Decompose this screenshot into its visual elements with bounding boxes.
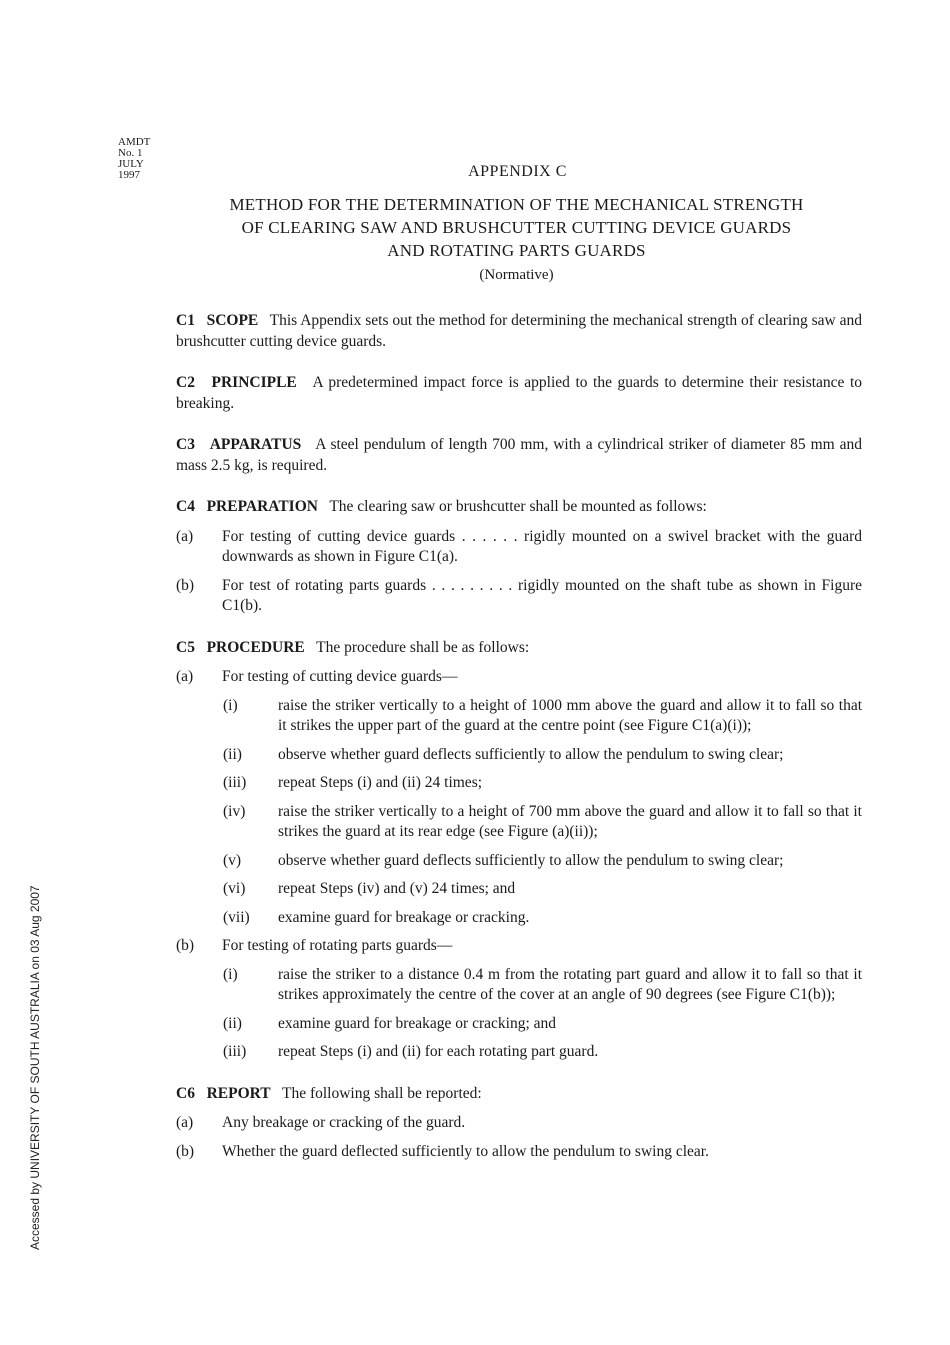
step-text: observe whether guard deflects sufficiently to allow the pendulum to swing clear; (278, 851, 784, 869)
appendix-heading: APPENDIX C (468, 163, 567, 180)
section-number: C4 (176, 498, 195, 515)
list-item (176, 527, 862, 568)
amendment-line: AMDT (118, 136, 151, 148)
section-text: This Appendix sets out the method for determining the mechanical strength of clearing saw and brushcutter cutting device guards. (176, 312, 862, 350)
step-label: (v) (223, 851, 242, 869)
amendment-line: No. 1 (118, 147, 143, 159)
section-c6-head (176, 1084, 862, 1105)
title-line: AND ROTATING PARTS GUARDS (387, 241, 646, 260)
list-item (176, 1142, 862, 1163)
step-text: repeat Steps (iv) and (v) 24 times; and (278, 880, 516, 897)
normative-label: (Normative) (479, 267, 554, 283)
step-label: (iv) (223, 802, 246, 820)
section-c2 (176, 373, 862, 414)
section-heading: PREPARATION (206, 498, 318, 515)
section-c6 (176, 1084, 862, 1163)
item-label: (b) (176, 576, 195, 594)
title-line: OF CLEARING SAW AND BRUSHCUTTER CUTTING DEVICE GUARDS (241, 218, 792, 237)
section-number: C1 (176, 312, 195, 329)
step-item (223, 696, 862, 737)
amendment-line: 1997 (118, 169, 140, 181)
item-text: For test of rotating parts guards . . . . . . . . . rigidly mounted on the shaft tube as shown in Figure C1(b). (222, 576, 862, 614)
section-text: The procedure shall be as follows: (316, 638, 530, 656)
step-label: (i) (223, 965, 238, 983)
section-number: C6 (176, 1084, 195, 1102)
step-text: raise the striker vertically to a height of 1000 mm above the guard and allow it to fall so that it strikes the upper part of the guard at the centre point (see Figure C1(a)(i)); (278, 696, 862, 734)
step-item (223, 1014, 862, 1035)
step-text: repeat Steps (i) and (ii) 24 times; (278, 774, 483, 791)
section-number: C5 (176, 638, 195, 656)
step-label: (iii) (223, 774, 247, 791)
step-item (223, 965, 862, 1006)
step-text: raise the striker vertically to a height of 700 mm above the guard and allow it to fall so that it strikes the guard at its rear edge (see Figure (a)(ii)); (278, 802, 862, 840)
list-item (176, 667, 862, 688)
section-heading: APPARATUS (209, 436, 302, 453)
step-text: examine guard for breakage or cracking; and (278, 1014, 557, 1032)
step-text: observe whether guard deflects sufficiently to allow the pendulum to swing clear; (278, 745, 784, 763)
section-c4-head (176, 497, 862, 518)
section-number: C2 (176, 374, 195, 391)
step-label: (i) (223, 696, 238, 714)
step-label: (ii) (223, 1014, 242, 1032)
step-item (223, 1042, 862, 1063)
item-label: (b) (176, 1142, 195, 1160)
item-label: (b) (176, 937, 195, 954)
section-c3 (176, 435, 862, 476)
section-c1 (176, 311, 862, 352)
section-number: C3 (176, 436, 195, 453)
section-text: The clearing saw or brushcutter shall be mounted as follows: (329, 498, 707, 515)
step-item (223, 879, 862, 900)
item-text: For testing of rotating parts guards— (222, 937, 453, 954)
section-c5 (176, 638, 862, 1063)
step-item (223, 745, 862, 766)
step-text: raise the striker to a distance 0.4 m from the rotating part guard and allow it to fall so that it strikes approximately the centre of the cover at an angle of 90 degrees (see Figure C1(b)); (278, 965, 862, 1003)
title-line: METHOD FOR THE DETERMINATION OF THE MECHANICAL STRENGTH (229, 195, 804, 214)
step-item (223, 773, 862, 794)
step-text: repeat Steps (i) and (ii) for each rotating part guard. (278, 1043, 599, 1060)
item-text: Any breakage or cracking of the guard. (222, 1114, 466, 1131)
step-text: examine guard for breakage or cracking. (278, 908, 530, 926)
section-heading: SCOPE (206, 312, 259, 329)
item-text: Whether the guard deflected sufficiently to allow the pendulum to swing clear. (222, 1142, 709, 1160)
section-c4 (176, 497, 862, 617)
item-label: (a) (176, 527, 194, 545)
item-label: (a) (176, 668, 194, 685)
section-heading: PRINCIPLE (211, 374, 297, 391)
amendment-line: JULY (118, 158, 144, 170)
document-body (176, 311, 862, 1170)
list-item (176, 576, 862, 617)
list-item (176, 1113, 862, 1134)
access-watermark: Accessed by UNIVERSITY OF SOUTH AUSTRALIA on 03 Aug 2007 (28, 885, 42, 1250)
section-c5-head (176, 638, 862, 659)
list-item (176, 936, 862, 957)
section-heading: REPORT (206, 1084, 271, 1102)
item-text: For testing of cutting device guards . . . . . . rigidly mounted on a swivel bracket with the guard downwards as shown in Figure C1(a). (222, 527, 862, 565)
item-text: For testing of cutting device guards— (222, 668, 458, 685)
step-label: (vii) (223, 908, 250, 926)
step-item (223, 802, 862, 843)
step-label: (ii) (223, 745, 242, 763)
step-label: (iii) (223, 1043, 247, 1060)
page-title (160, 193, 873, 262)
step-item (223, 908, 862, 929)
step-label: (vi) (223, 880, 246, 897)
step-item (223, 851, 862, 872)
section-text: A predetermined impact force is applied to the guards to determine their resistance to breaking. (176, 374, 862, 412)
section-text: A steel pendulum of length 700 mm, with a cylindrical striker of diameter 85 mm and mass 2.5 kg, is required. (176, 436, 863, 474)
item-label: (a) (176, 1114, 194, 1131)
section-text: The following shall be reported: (281, 1084, 482, 1102)
section-heading: PROCEDURE (206, 638, 305, 656)
